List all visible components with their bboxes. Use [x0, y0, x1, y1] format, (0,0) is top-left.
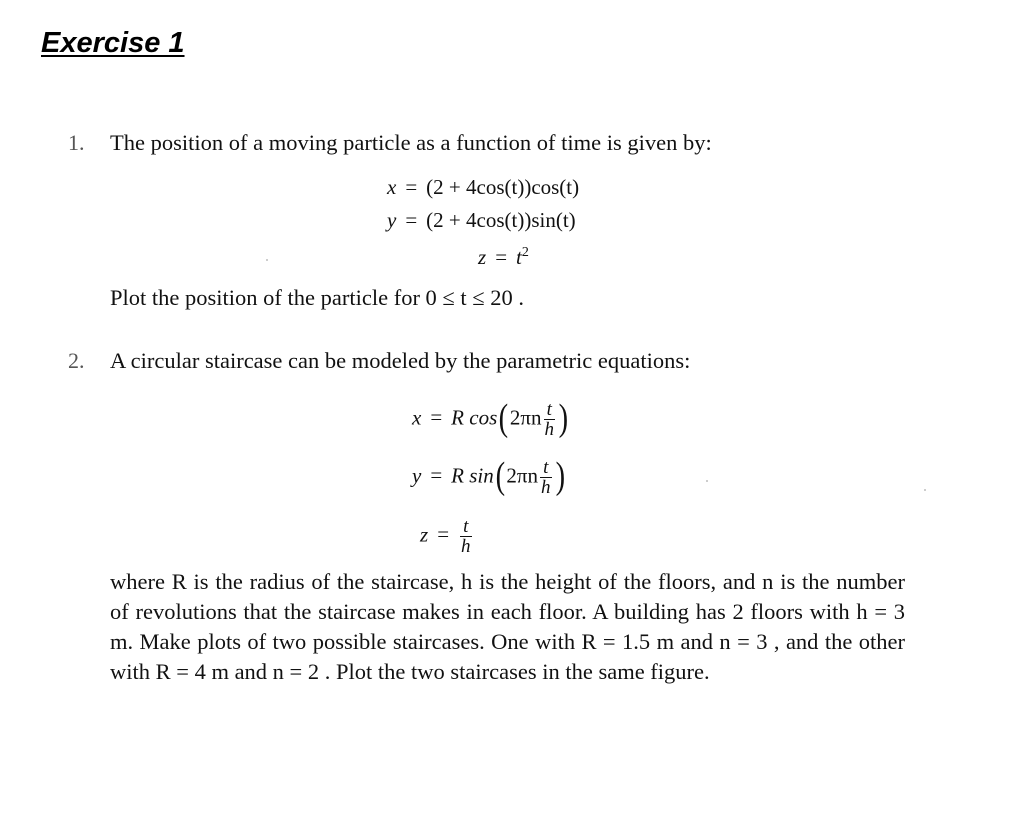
fraction-denominator: h — [544, 419, 555, 440]
eq-inner: 2πn — [506, 463, 539, 488]
item-2-number: 2. — [68, 348, 85, 373]
item-1-equation-z — [478, 238, 529, 272]
fraction-t-over-h — [544, 400, 556, 439]
eq-equals: = — [495, 245, 508, 269]
eq-rhs-base: t — [516, 245, 522, 269]
close-paren: ) — [558, 397, 569, 440]
fraction-numerator: t — [460, 517, 472, 537]
fraction-numerator: t — [544, 400, 556, 420]
item-1-equation-y — [387, 205, 576, 235]
eq-lhs: y — [412, 463, 422, 488]
eq-inner: 2πn — [509, 405, 542, 430]
open-paren: ( — [498, 397, 509, 440]
item-2-description: where R is the radius of the staircase, h is the height of the floors, and n is the number of revolutions that the staircase makes in each floor. A building has 2 floors with h = 3 m. Make plots of two possible staircases. One with R = 1.5 m and n = 3 , and the other with R = 4 m and n = 2 . Plot the two staircases in the same figure. — [110, 569, 905, 684]
eq-equals: = — [405, 208, 418, 232]
eq-lhs: z — [478, 245, 487, 269]
eq-prefix: R cos — [451, 405, 498, 430]
eq-lhs: x — [412, 405, 422, 430]
item-1-number: 1. — [68, 130, 85, 155]
scan-speck — [266, 259, 268, 261]
eq-lhs: y — [387, 208, 397, 232]
item-1-intro: The position of a moving particle as a function of time is given by: — [110, 130, 712, 155]
eq-equals: = — [437, 522, 450, 547]
close-paren: ) — [555, 455, 565, 498]
open-paren: ( — [495, 455, 505, 498]
exercise-title: Exercise 1 — [41, 27, 185, 59]
eq-equals: = — [430, 463, 443, 488]
eq-prefix: R sin — [451, 463, 494, 488]
fraction-denominator: h — [541, 477, 551, 498]
item-2-equation-z — [420, 517, 474, 556]
fraction-t-over-h — [540, 458, 552, 497]
eq-equals: = — [430, 405, 443, 430]
eq-rhs-exponent: 2 — [521, 245, 529, 260]
item-2-equation-x — [412, 397, 570, 440]
item-1-equation-x — [387, 172, 579, 202]
item-1-instruction: Plot the position of the particle for 0 ≤ t ≤ 20 . — [110, 285, 525, 310]
fraction-numerator: t — [540, 458, 552, 478]
scan-speck — [924, 489, 926, 491]
eq-lhs: x — [387, 175, 397, 199]
eq-equals: = — [405, 175, 418, 199]
eq-rhs: (2 + 4cos(t))cos(t) — [426, 175, 580, 199]
eq-rhs: (2 + 4cos(t))sin(t) — [426, 208, 576, 232]
item-2-equation-y — [412, 455, 566, 498]
eq-lhs: z — [420, 522, 429, 547]
scan-speck — [706, 480, 708, 482]
item-2-intro: A circular staircase can be modeled by the parametric equations: — [110, 348, 691, 373]
fraction-denominator: h — [461, 536, 471, 557]
fraction-t-over-h — [460, 517, 472, 556]
